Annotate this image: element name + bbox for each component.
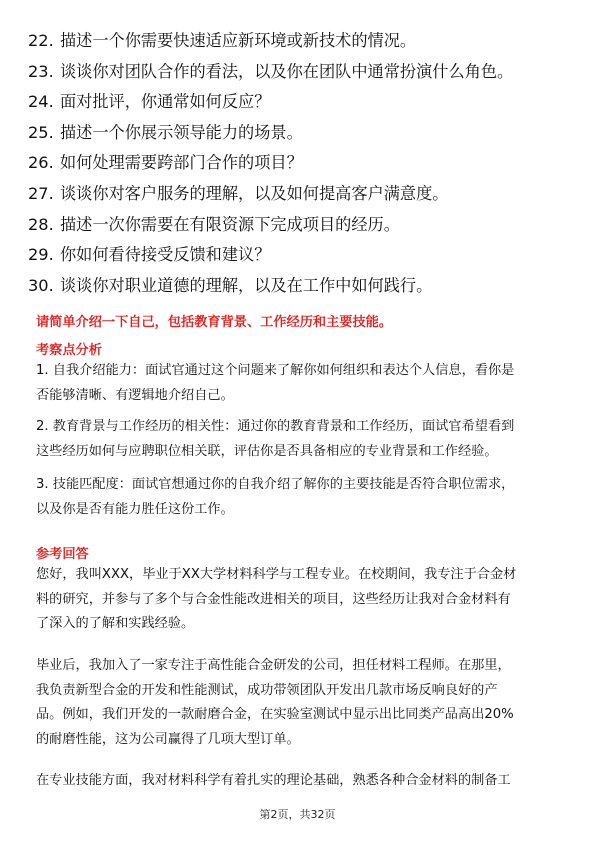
analysis-point-line: 以及你是否有能力胜任这份工作。 <box>36 501 234 517</box>
question-number: 24. <box>28 92 54 112</box>
question-number: 30. <box>28 275 54 295</box>
answer-title: 参考回答 <box>36 547 89 562</box>
question-text: 如何处理需要跨部门合作的项目？ <box>60 153 303 173</box>
question-text: 谈谈你对团队合作的看法，以及你在团队中通常扮演什么角色。 <box>60 61 514 81</box>
analysis-point-line: 否能够清晰、有逻辑地介绍自己。 <box>36 387 234 403</box>
answer-line: 毕业后，我加入了一家专注于高性能合金研发的公司，担任材料工程师。在那里， <box>36 658 511 673</box>
question-number: 23. <box>28 61 54 81</box>
interview-question-heading: 请简单介绍一下自己，包括教育背景、工作经历和主要技能。 <box>36 315 393 330</box>
question-number: 28. <box>28 214 54 234</box>
page-footer: 第2页，共32页 <box>259 808 336 821</box>
question-text: 描述一次你需要在有限资源下完成项目的经历。 <box>60 214 400 234</box>
question-item <box>28 26 568 57</box>
question-item <box>28 271 568 302</box>
answer-line: 您好，我叫XXX，毕业于XX大学材料科学与工程专业。在校期间，我专注于合金材 <box>36 567 517 582</box>
analysis-point-line: 1. 自我介绍能力：面试官通过这个问题来了解你如何组织和表达个人信息，看你是 <box>36 363 515 378</box>
question-item <box>28 179 568 210</box>
question-text: 谈谈你对职业道德的理解，以及在工作中如何践行。 <box>60 275 433 295</box>
analysis-point-line: 3. 技能匹配度：面试官想通过你的自我介绍了解你的主要技能是否符合职位需求， <box>36 477 515 492</box>
analysis-point-line: 2. 教育背景与工作经历的相关性：通过你的教育背景和工作经历，面试官希望看到 <box>36 419 515 434</box>
question-text: 描述一个你需要快速适应新环境或新技术的情况。 <box>60 31 417 50</box>
answer-line: 了深入的了解和实践经验。 <box>36 616 195 632</box>
question-number: 29. <box>28 245 54 265</box>
question-item <box>28 118 568 149</box>
question-item <box>28 210 568 241</box>
analysis-title: 考察点分析 <box>36 343 102 358</box>
answer-line: 在专业技能方面，我对材料科学有着扎实的理论基础，熟悉各种合金材料的制备工 <box>36 773 511 788</box>
question-item <box>28 57 568 88</box>
question-list <box>28 26 568 301</box>
question-number: 25. <box>28 122 54 142</box>
question-text: 面对批评，你通常如何反应？ <box>60 92 271 112</box>
answer-line: 品。例如，我们开发的一款耐磨合金，在实验室测试中显示出比同类产品高出20% <box>36 707 514 723</box>
answer-paragraph <box>36 563 564 637</box>
question-item <box>28 148 568 179</box>
question-item <box>28 87 568 118</box>
answer-line: 的耐磨性能，这为公司赢得了几项大型订单。 <box>36 731 300 747</box>
answer-line: 我负责新型合金的开发和性能测试，成功带领团队开发出几款市场反响良好的产 <box>36 682 498 698</box>
question-text: 你如何看待接受反馈和建议？ <box>60 245 271 265</box>
answer-line: 料的研究，并参与了多个与合金性能改进相关的项目，这些经历让我对合金材料有 <box>36 591 511 607</box>
question-number: 22. <box>28 31 54 50</box>
analysis-point-line: 这些经历如何与应聘职位相关联，评估你是否具备相应的专业背景和工作经验。 <box>36 443 498 459</box>
answer-paragraph <box>36 769 564 794</box>
analysis-point <box>36 359 564 408</box>
question-number: 27. <box>28 183 54 203</box>
analysis-point <box>36 415 564 464</box>
question-text: 谈谈你对客户服务的理解，以及如何提高客户满意度。 <box>60 183 449 203</box>
answer-paragraph <box>36 654 564 752</box>
analysis-point <box>36 473 564 522</box>
question-text: 描述一个你展示领导能力的场景。 <box>60 122 303 142</box>
question-number: 26. <box>28 153 54 173</box>
question-item <box>28 240 568 271</box>
